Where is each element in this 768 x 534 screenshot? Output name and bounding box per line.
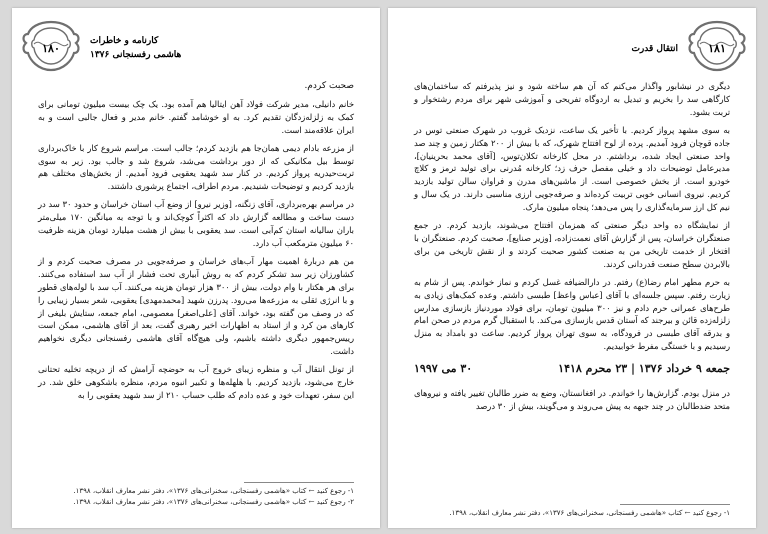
running-header-title: کارنامه و خاطرات (90, 36, 159, 46)
footnote-divider (620, 504, 730, 505)
paragraph: دیگری در نیشابور واگذار می‌کنم که آن هم ساخته شود و نیز پذیرفتم که ساختمان‌های کارگاهی سد را بخریم و تبدیل به اردوگاه تفریحی و آموزشی شهر برای مردم رشتخوار و تربت بشود. (414, 81, 730, 117)
paragraph: صحبت کردم. (304, 81, 354, 91)
paragraph: به حرم مطهر امام رضا(ع) رفتم. در دارالضیافه غسل کردم و نماز خواندم. پس از شام به زیارت رفتم. سپس جلسه‌ای با آقای [عباس واعظ] طبسی داشتم. وعده کمک‌های زیادی به طرح‌های عمرانی حرم دادم و نیز ۳۰۰ میلیون تومان، برای فولاد موردنیاز بازسازی مدارس زلزله‌زده قائن و بیرجند که آستان قدس بازسازی می‌کند. با استقبال گرم مردم در صحن امام و بدرقه آقای طبسی در فرودگاه، به سوی تهران پرواز کردیم. ساعت دو بامداد به منزل رسیدیم و با خستگی مفرط خوابیدیم. (414, 276, 730, 352)
left-page (12, 8, 380, 528)
footnote-divider (244, 482, 354, 483)
paragraph: از تونل انتقال آب و منظره زیبای خروج آب به حوضچه آرامش که از دریچه تخلیه تحتانی خارج می‌شود، بازدید کردیم. با هلهله‌ها و تکبیر انبوه مردم، منظره باشکوهی خلق شد. در این سفر، تعهدات خود و عده دادم که طلب حساب ۲۱۰ از سد شهید یعقوبی را به (38, 364, 354, 400)
page-number: ۱۸۱ (708, 42, 726, 55)
running-header-subtitle: هاشمی رفسنجانی ۱۳۷۶ (90, 50, 182, 60)
paragraph: در منزل بودم. گزارش‌ها را خواندم. در افغانستان، وضع به ضرر طالبان تغییر یافته و نیروهای متحد ضدطالبان در چند جبهه به پیش می‌روند و می‌گویند، بیش از ۳۰ درصد (414, 388, 730, 412)
paragraph: به سوی مشهد پرواز کردیم. با تأخیر یک ساعت، نزدیک غروب در شهرک صنعتی توس در جاده قوچان فرود آمدیم. پرده از لوح افتتاح شهرک، که با بیش از ۲۰۰ هکتار زمین و چند صد واحد صنعتی ایجاد شده، برداشتم. در محل کارخانه تکلان‌توس، [آقای محمد بحرینیان]، مدیرعامل توضیحات داد و خیلی مفصل حرف زد؛ کارخانه مُدرنی برای تولید ترمز و کلاچ خودرو است. از بخش خصوصی است. از ماشین‌های مدرن و فراوان سالن تولید بازدید کردیم. نیروی انسانی خوبی تربیت کرده‌اند و صرفه‌جویی ارزی مناسبی دارند. در یک سال و نیم کل ارز سرمایه‌گذاری را پس می‌دهد؛ پنجاه میلیون مارک. (414, 124, 730, 213)
paragraph: خانم دانیلی، مدیر شرکت فولاد آهن ایتالیا هم آمده بود. یک چک بیست میلیون تومانی برای کمک به زلزله‌زدگان تقدیم کرد. به او خوشامد گفتم. خانم مدیر و فعال جالبی است و به ایران علاقه‌مند است. (38, 98, 354, 135)
paragraph: از نمایشگاه ده واحد دیگر صنعتی که همزمان افتتاح می‌شوند، بازدید کردم. در جمع صنعتگران خراسان، پس از گزارش آقای نعمت‌زاده، [وزیر صنایع]، صحبت کردم. صنعتگران با افتخار از خدمت تاریخی من به صنعت کشور صحبت کردند و از نقش تاریخی من برای بالابردن سطح صنعت قدردانی کردند. (414, 220, 730, 269)
left-page-text (38, 80, 354, 407)
paragraph: من هم دربارهٔ اهمیت مهار آب‌های خراسان و صرفه‌جویی در مصرف صحبت کردم و از کشاورزان زیر سد تشکر کردم که به روش آبیاری تحت فشار از آب سد استفاده می‌کنند. برای هر هکتار با وام دولت، بیش از ۳۰۰ هزار تومان هزینه می‌کنند. آب سد با لوله‌های قطور و با انرژی ثقلی به مزرعه‌ها می‌رود. پدرزن شهید [محمدمهدی] یعقوبی، شعر بسیار زیبایی را که در وصف من گفته بود، خواند. آقای [علی‌اصغر] معصومی، امام جمعه، ستایش بلیغی از کارهای من کرد و از استاد به اظهارات اخیر رهبری گفت، بعد از آقای هاشمی، ممکن است رییس‌جمهور دیگری داشته باشیم، ولی هیچ‌گاه آقای هاشمی رفسنجانی دیگری نخواهیم داشت. (38, 255, 355, 357)
footnote: ۲- رجوع کنید ← کتاب «هاشمی رفسنجانی، سخنرانی‌های ۱۳۷۶»، دفتر نشر معارف انقلاب، ۱۳۹۸. (73, 498, 354, 506)
paragraph: در مراسم بهره‌برداری، آقای زنگنه، [وزیر نیرو] از وضع آب استان خراسان و حدود ۳۰ سد در دست ساخت و مطالعه گزارش داد که اکثراً کوچک‌اند و با توجه به میانگین ۱۷۰ میلی‌متر باران سالیانه استان کم‌آبی است. سد یعقوبی با بیش از هشت میلیارد تومان هزینه ظرفیت ۶۰ میلیون مترمکعب آب دارد. (38, 199, 354, 248)
footnote: ۱- رجوع کنید ← کتاب «هاشمی رفسنجانی، سخنرانی‌های ۱۳۷۶»، دفتر نشر معارف انقلاب، ۱۳۹۸. (73, 487, 354, 495)
right-page-header (388, 20, 756, 78)
footnotes (414, 508, 730, 519)
paragraph: از مزرعه بادام دیمی همان‌جا هم بازدید کردم؛ جالب است. مراسم شروع کار با خاک‌برداری توسط بیل مکانیکی که از دور برداشت می‌شد، شروع شد و جالب بود. زیر به سوی تربت‌حیدریه پرواز کردیم. در کنار سد شهید یعقوبی فرود آمدیم. از بخش‌های مختلف هم بازدید کردیم و توضیحات شنیدیم. مردم اطراف، اجتماع پرشوری داشتند. (38, 142, 354, 192)
footnotes (38, 486, 354, 508)
right-page (388, 8, 756, 528)
footnote: ۱- رجوع کنید ← کتاب «هاشمی رفسنجانی، سخنرانی‌های ۱۳۷۶»، دفتر نشر معارف انقلاب، ۱۳۹۸. (449, 509, 730, 517)
running-header-title: انتقال قدرت (631, 44, 678, 54)
diary-date-heading (414, 359, 730, 383)
left-page-header (12, 20, 380, 78)
right-page-text (414, 80, 730, 418)
date-gregorian: ۳۰ می ۱۹۹۷ (414, 362, 473, 376)
page-number: ۱۸۰ (42, 42, 60, 55)
date-persian: جمعه ۹ خرداد ۱۳۷۶ | ۲۳ محرم ۱۴۱۸ (558, 362, 730, 376)
